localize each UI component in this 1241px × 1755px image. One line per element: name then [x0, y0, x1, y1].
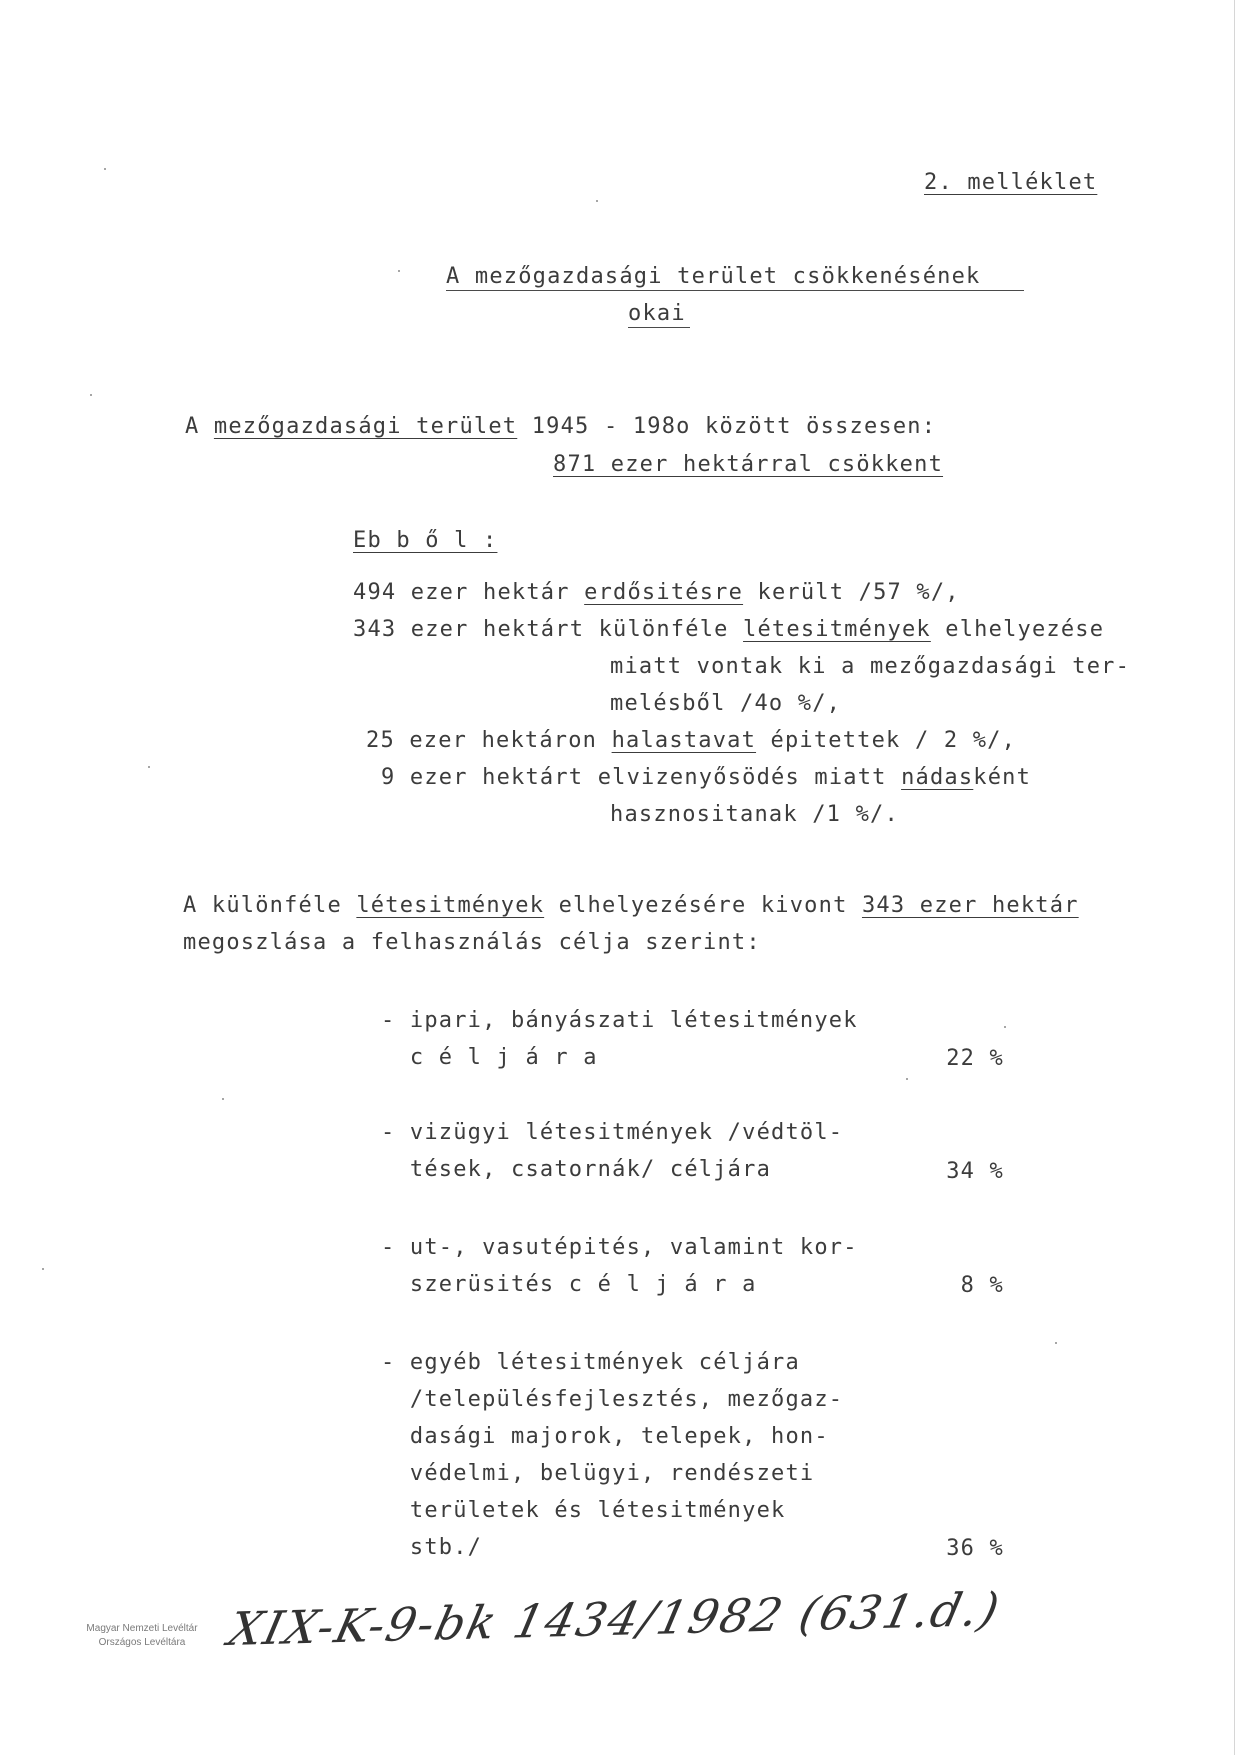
scan-speck [104, 168, 106, 170]
distribution-underlined1: létesitmények [356, 893, 545, 918]
distribution-intro-line2: megoszlása a felhasználás célja szerint: [183, 930, 761, 955]
distribution-item-line: védelmi, belügyi, rendészeti [381, 1461, 815, 1486]
title-line2: okai [628, 301, 686, 326]
breakdown-item [353, 582, 960, 604]
distribution-item-line: stb./ [381, 1535, 483, 1560]
scan-speck [398, 270, 400, 272]
breakdown-heading: Eb b ő l : [353, 528, 498, 553]
scan-speck [906, 1078, 908, 1080]
distribution-item-line: - egyéb létesitmények céljára [381, 1350, 800, 1375]
breakdown-text-after: elhelyezése [945, 617, 1105, 642]
scan-speck [1055, 1342, 1057, 1344]
distribution-item-line: tések, csatornák/ céljára [381, 1157, 772, 1182]
breakdown-continuation: hasznositanak /1 %/. [610, 802, 899, 827]
breakdown-item [353, 619, 1104, 641]
breakdown-underlined: halastavat [611, 728, 757, 753]
distribution-item-percent: 34 % [946, 1159, 1004, 1184]
distribution-item-line: /településfejlesztés, mezőgaz- [381, 1387, 844, 1412]
breakdown-text: ezer hektárt elvizenyősödés miatt [409, 765, 887, 790]
title-underline2 [628, 327, 690, 328]
breakdown-underlined: nádas [901, 765, 974, 790]
scan-speck [148, 766, 150, 768]
title-underline1 [446, 290, 1024, 291]
summary-suffix: 1945 - 198o között összesen: [531, 414, 937, 439]
summary-line2: 871 ezer hektárral csökkent [553, 452, 944, 477]
breakdown-amount: 494 [353, 580, 397, 605]
scan-speck [222, 1098, 224, 1100]
scan-speck [90, 394, 92, 396]
breakdown-underlined: erdősitésre [584, 580, 744, 605]
distribution-item-line: szerüsités c é l j á r a [381, 1272, 757, 1297]
breakdown-text: ezer hektárt különféle [410, 617, 729, 642]
page-edge [1234, 0, 1235, 1755]
archive-stamp [62, 1622, 222, 1649]
distribution-prefix: A különféle [183, 893, 342, 918]
summary-line1 [185, 416, 936, 438]
distribution-intro-line1 [183, 895, 1079, 917]
breakdown-amount: 343 [353, 617, 397, 642]
distribution-item-line: c é l j á r a [381, 1045, 598, 1070]
distribution-item-percent: 8 % [960, 1273, 1004, 1298]
breakdown-text-after: került /57 %/, [757, 580, 960, 605]
distribution-underlined2: 343 ezer hektár [861, 893, 1079, 918]
archive-reference-handwritten: XIX-K-9-bk 1434/1982 (631.d.) [223, 1581, 1006, 1657]
distribution-item-line: - vizügyi létesitmények /védtöl- [381, 1120, 844, 1145]
title-line1: A mezőgazdasági terület csökkenésének [446, 264, 981, 289]
distribution-item-line: - ipari, bányászati létesitmények [381, 1008, 858, 1033]
distribution-item-percent: 22 % [946, 1046, 1004, 1071]
summary-underlined: mezőgazdasági terület [213, 414, 518, 439]
scan-speck [596, 200, 598, 202]
breakdown-continuation: miatt vontak ki a mezőgazdasági ter- [610, 654, 1131, 679]
breakdown-text: ezer hektár [410, 580, 570, 605]
scan-speck [1004, 1026, 1006, 1028]
archive-stamp-line1: Magyar Nemzeti Levéltár [86, 1623, 198, 1634]
distribution-item-percent: 36 % [946, 1536, 1004, 1561]
scan-speck [42, 1268, 44, 1270]
breakdown-amount: 25 [366, 728, 395, 753]
breakdown-underlined: létesitmények [743, 617, 931, 642]
distribution-item-line: dasági majorok, telepek, hon- [381, 1424, 829, 1449]
breakdown-amount: 9 [381, 765, 396, 790]
breakdown-text-after: ként [973, 765, 1032, 790]
breakdown-text-after: épitettek / 2 %/, [770, 728, 1017, 753]
distribution-item-line: - ut-, vasutépités, valamint kor- [381, 1235, 858, 1260]
distribution-middle: elhelyezésére kivont [558, 893, 848, 918]
breakdown-continuation: melésből /4o %/, [610, 691, 842, 716]
summary-prefix: A [185, 414, 200, 439]
distribution-item-line: területek és létesitmények [381, 1498, 786, 1523]
archive-stamp-line2: Országos Levéltára [98, 1636, 186, 1648]
breakdown-item [366, 730, 1016, 752]
breakdown-text: ezer hektáron [409, 728, 598, 753]
annex-label: 2. melléklet [924, 170, 1098, 195]
breakdown-item [381, 767, 1031, 789]
